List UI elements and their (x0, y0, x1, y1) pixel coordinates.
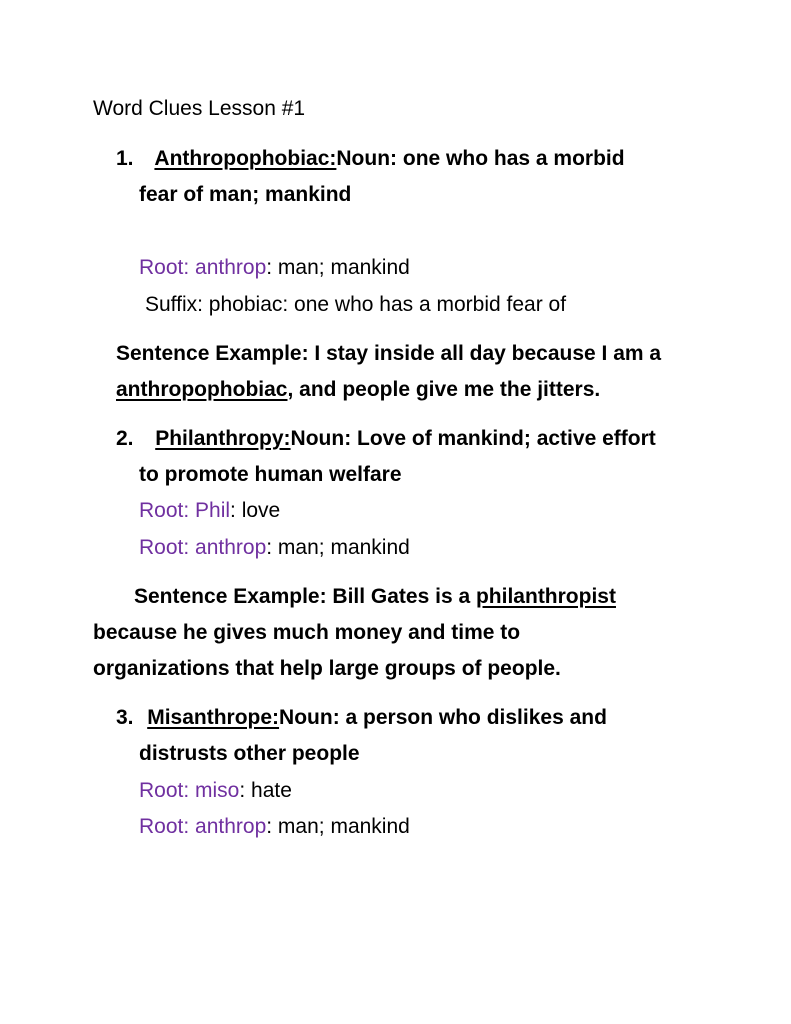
root-meaning: : man; mankind (266, 536, 410, 559)
item-number: 2. (116, 427, 134, 450)
item-2-example-line1 (134, 584, 616, 610)
item-3-root-1 (139, 778, 292, 804)
root-label: Root: anthrop (139, 815, 267, 838)
item-3-definition-cont: distrusts other people (139, 742, 360, 765)
example-prefix: Sentence Example: Bill Gates is a (134, 585, 476, 608)
root-meaning: : man; mankind (266, 815, 410, 838)
item-2-root-1 (139, 498, 280, 524)
term: Philanthropy: (155, 427, 291, 450)
page-title: Word Clues Lesson #1 (93, 97, 306, 120)
item-1-heading (116, 146, 625, 172)
item-2-root-2 (139, 535, 410, 561)
root-meaning: : man; mankind (266, 256, 410, 279)
item-3-root-2 (139, 814, 410, 840)
item-2-heading (116, 426, 656, 452)
term: Misanthrope: (147, 706, 280, 729)
item-1-example-line2 (116, 377, 600, 403)
example-word: anthropophobiac (116, 378, 288, 401)
example-rest: , and people give me the jitters. (287, 378, 601, 401)
definition: Noun: Love of mankind; active effort (290, 427, 656, 450)
item-1-definition-cont: fear of man; mankind (139, 183, 352, 206)
definition: Noun: a person who dislikes and (279, 706, 607, 729)
example-word: philanthropist (475, 585, 616, 608)
term: Anthropophobiac: (154, 147, 337, 170)
item-2-example-line3: organizations that help large groups of people. (93, 657, 561, 680)
item-3-heading (116, 705, 607, 731)
item-2-definition-cont: to promote human welfare (139, 463, 402, 486)
root-meaning: : love (230, 499, 281, 522)
item-2-example-line2: because he gives much money and time to (93, 621, 521, 644)
root-label: Root: Phil (139, 499, 231, 522)
root-meaning: : hate (239, 779, 292, 802)
root-label: Root: anthrop (139, 536, 267, 559)
item-number: 3. (116, 706, 134, 729)
item-1-root (139, 255, 410, 281)
item-1-example-line1: Sentence Example: I stay inside all day because I am a (116, 342, 662, 365)
root-label: Root: miso (139, 779, 240, 802)
item-1-suffix: Suffix: phobiac: one who has a morbid fear of (145, 293, 567, 316)
item-number: 1. (116, 147, 134, 170)
root-label: Root: anthrop (139, 256, 267, 279)
definition: Noun: one who has a morbid (336, 147, 625, 170)
